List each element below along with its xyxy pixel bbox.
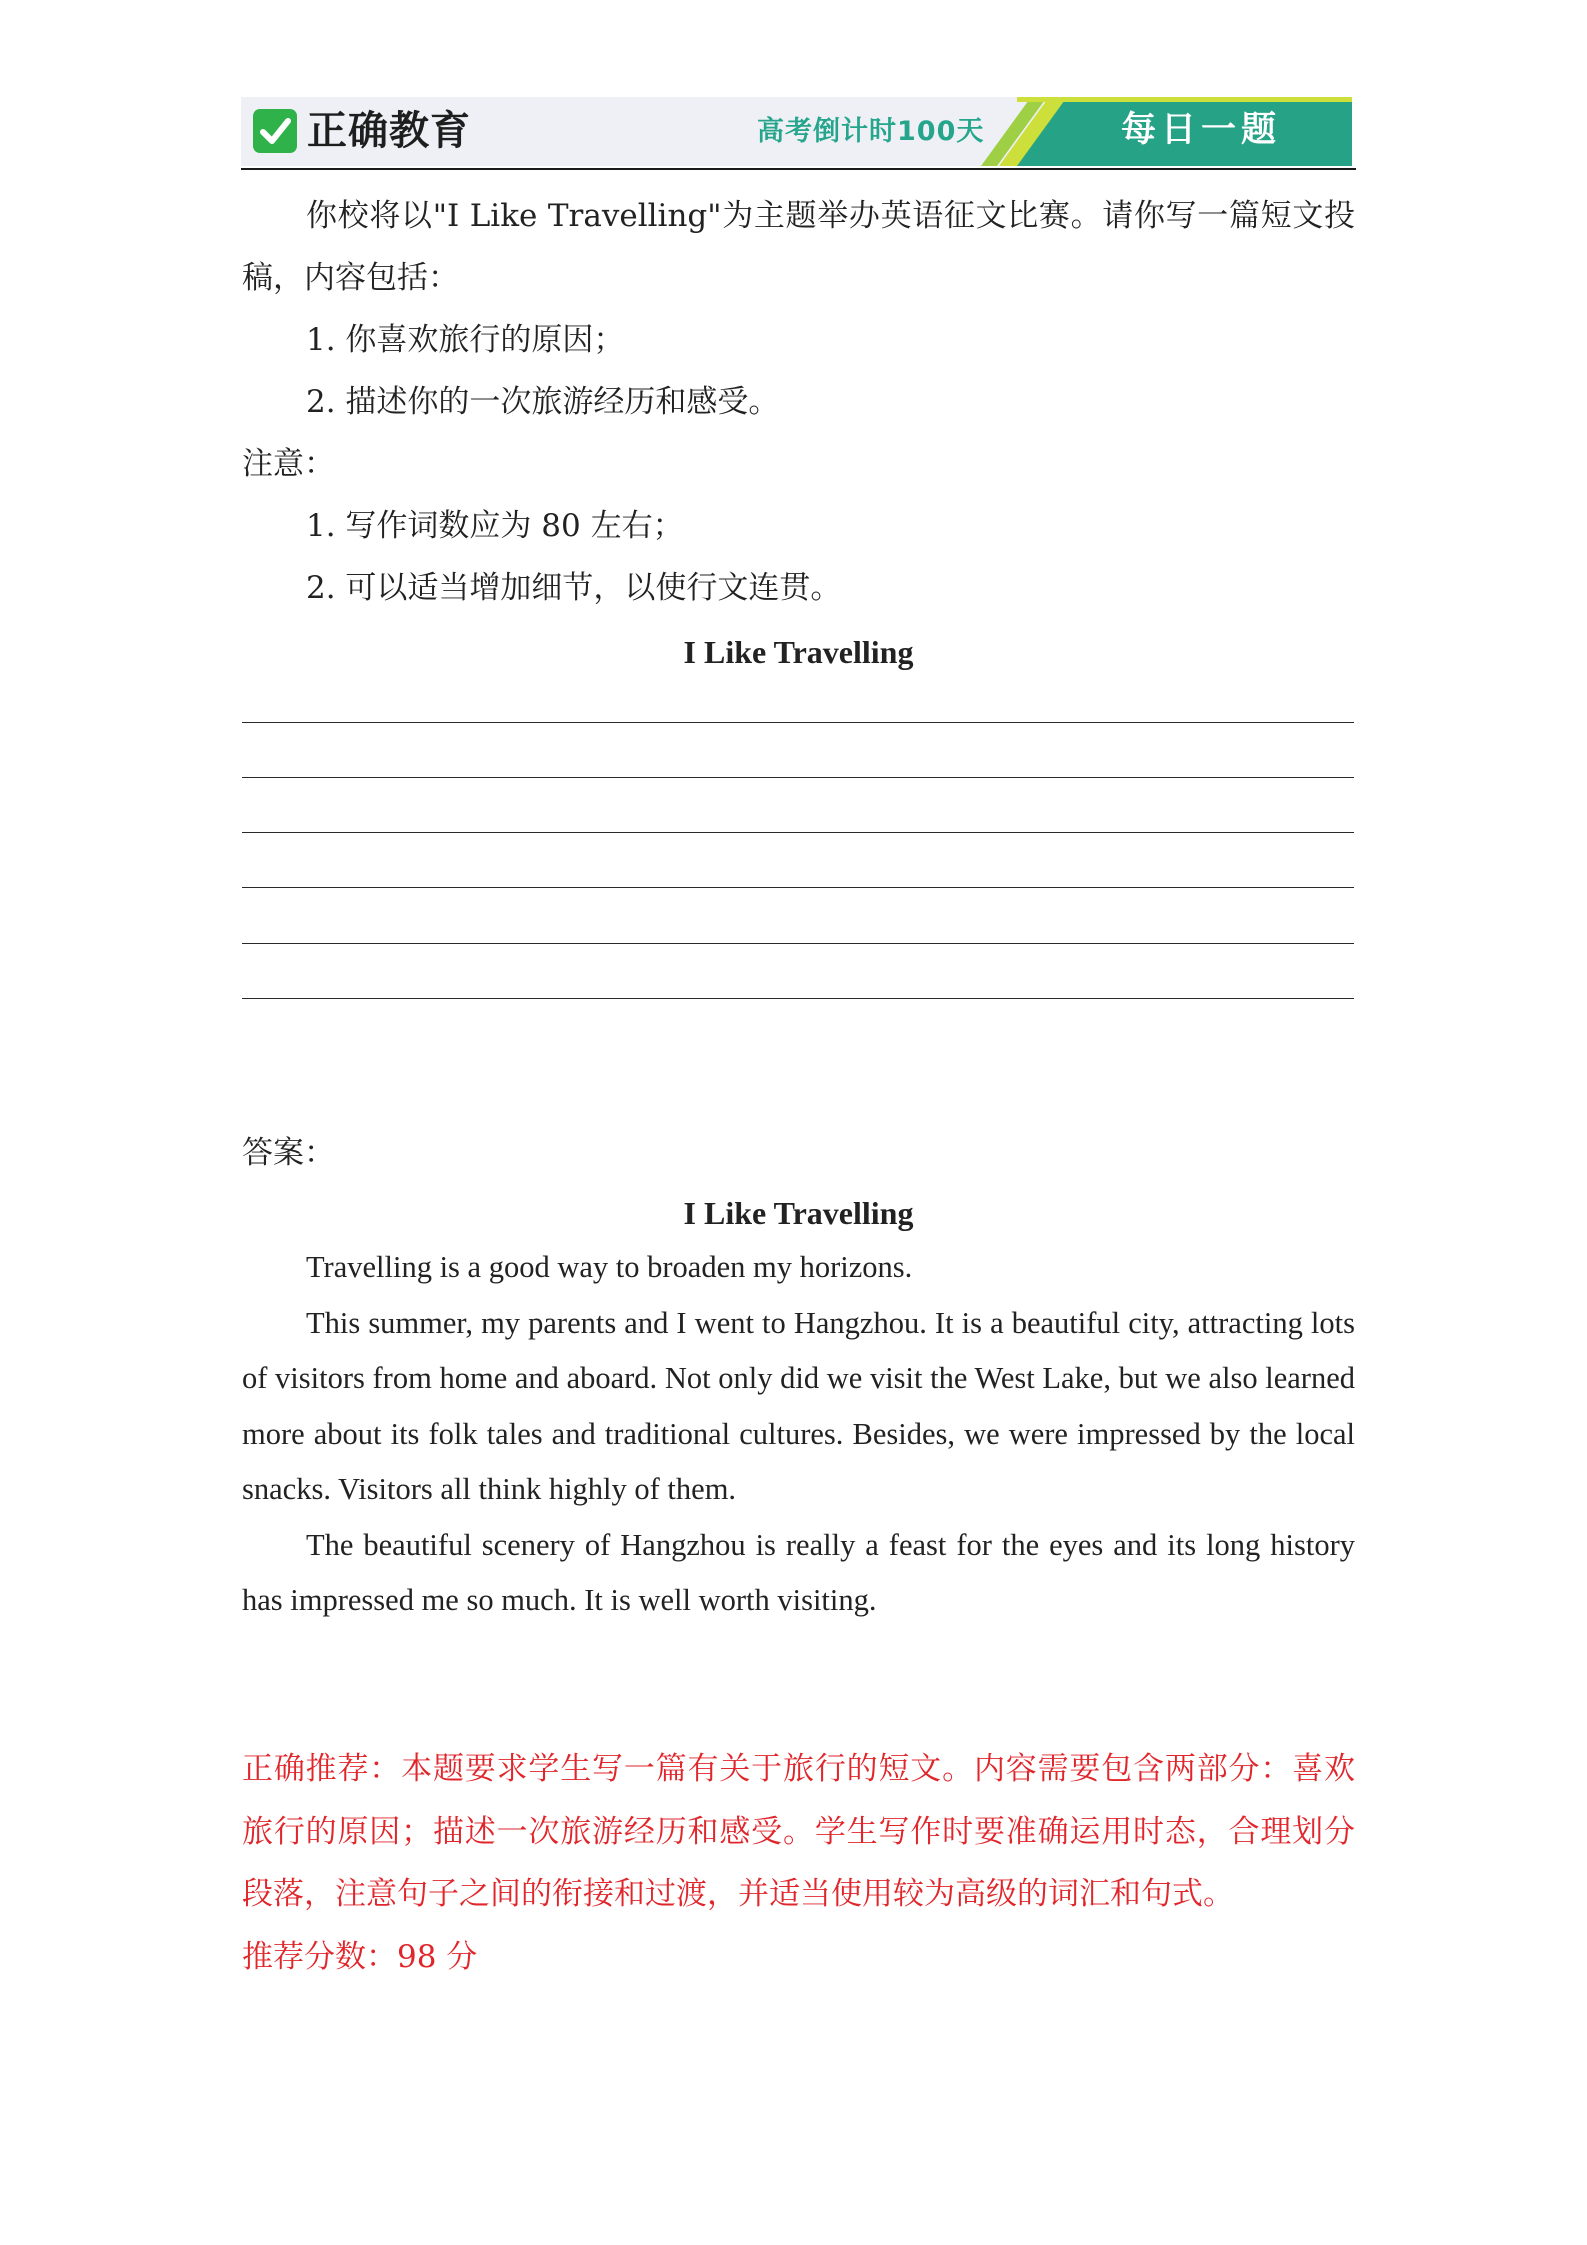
recommendation-section: [242, 1738, 1355, 1988]
note-item: 1. 写作词数应为 80 左右；: [306, 508, 684, 544]
essay-paragraph: Travelling is a good way to broaden my horizons.: [306, 1250, 913, 1284]
brand-name: 正确教育: [307, 108, 471, 154]
writing-line: [242, 777, 1354, 778]
notes-label: 注意：: [242, 446, 335, 482]
writing-line: [242, 998, 1354, 999]
recommended-score: 推荐分数：98 分: [242, 1938, 478, 1975]
writing-line: [242, 887, 1354, 888]
essay-paragraph: This summer, my parents and I went to Hangzhou. It is a beautiful city, attracting lots of visitors from home and aboard. Not only did we visit the West Lake, but we also learned more about its folk tales and traditional cultures. Besides, we were impressed by the local snacks. Visitors all think highly of them.: [242, 1305, 1355, 1506]
essay-paragraph: The beautiful scenery of Hangzhou is really a feast for the eyes and its long history has impressed me so much. It is well worth visiting.: [242, 1527, 1355, 1617]
requirement-item: 1. 你喜欢旅行的原因；: [306, 322, 625, 358]
writing-line: [242, 722, 1354, 723]
requirement-item: 2. 描述你的一次旅游经历和感受。: [306, 384, 780, 420]
question-title: I Like Travelling: [683, 634, 914, 670]
check-logo-icon: [253, 109, 297, 153]
writing-line: [242, 832, 1354, 833]
header-banner: [241, 97, 1352, 166]
recommendation-text: 正确推荐：本题要求学生写一篇有关于旅行的短文。内容需要包含两部分：喜欢旅行的原因；描述一次旅游经历和感受。学生写作时要准确运用时态，合理划分段落，注意句子之间的衔接和过渡，并适当使用较为高级的词汇和句式。: [242, 1751, 1355, 1912]
header-divider: [241, 168, 1356, 170]
writing-line: [242, 943, 1354, 944]
note-item: 2. 可以适当增加细节，以使行文连贯。: [306, 570, 842, 606]
question-section: [242, 185, 1355, 619]
answer-label: 答案：: [242, 1135, 335, 1171]
daily-question-label: 每日一题: [1121, 110, 1282, 150]
countdown-label: 高考倒计时100天: [757, 116, 985, 147]
answer-essay: [242, 1240, 1355, 1629]
answer-title: I Like Travelling: [683, 1195, 914, 1231]
question-prompt: 你校将以"I Like Travelling"为主题举办英语征文比赛。请你写一篇短文投稿，内容包括：: [242, 198, 1355, 296]
